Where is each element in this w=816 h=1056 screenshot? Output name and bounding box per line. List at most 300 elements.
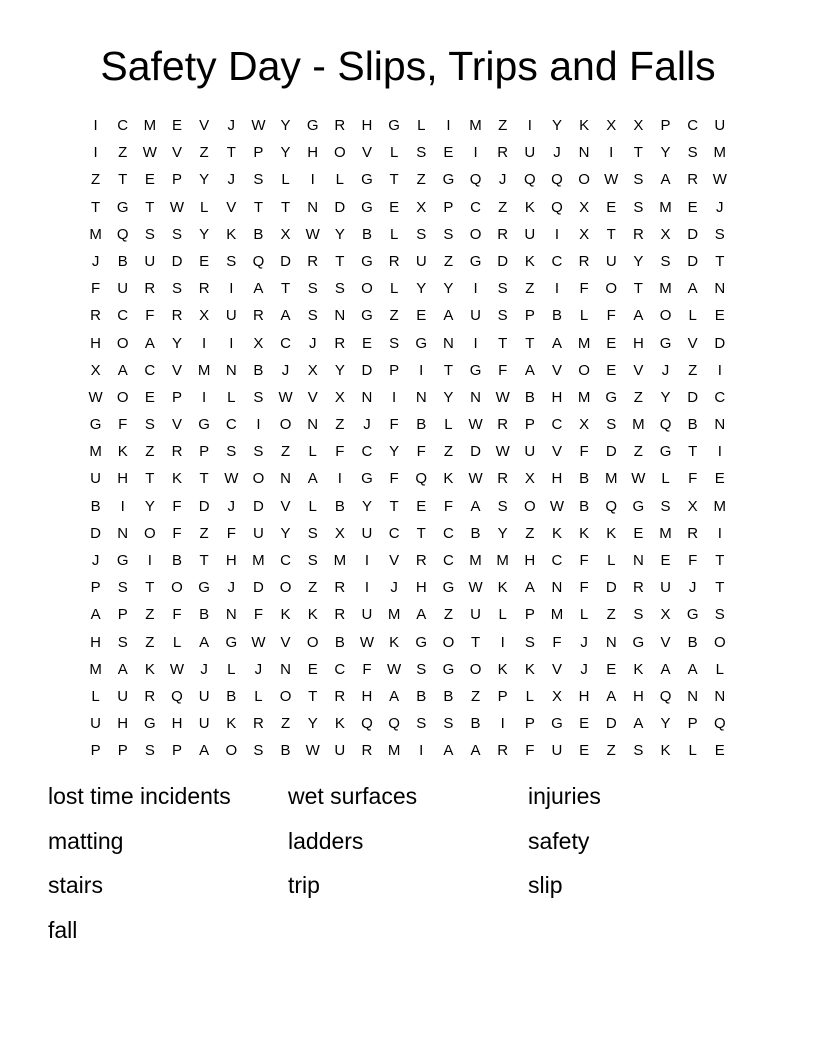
letter-cell[interactable]: N xyxy=(225,606,237,624)
letter-cell[interactable]: O xyxy=(713,633,726,651)
letter-cell[interactable]: S xyxy=(416,144,427,162)
letter-cell[interactable]: G xyxy=(361,307,373,325)
letter-cell[interactable]: E xyxy=(606,660,617,678)
letter-cell[interactable]: S xyxy=(307,307,318,325)
letter-cell[interactable]: O xyxy=(279,579,292,597)
letter-cell[interactable]: T xyxy=(606,225,616,243)
letter-cell[interactable]: B xyxy=(579,470,590,488)
letter-cell[interactable]: E xyxy=(307,660,318,678)
letter-cell[interactable]: U xyxy=(225,307,237,325)
letter-cell[interactable]: F xyxy=(579,443,589,461)
letter-cell[interactable]: Y xyxy=(144,497,155,515)
letter-cell[interactable]: K xyxy=(389,633,400,651)
letter-cell[interactable]: U xyxy=(470,606,481,624)
letter-cell[interactable]: I xyxy=(364,579,370,597)
letter-cell[interactable]: D xyxy=(280,252,291,270)
letter-cell[interactable]: C xyxy=(334,660,346,678)
letter-cell[interactable]: Q xyxy=(523,171,536,189)
letter-cell[interactable]: R xyxy=(198,280,210,298)
letter-cell[interactable]: G xyxy=(415,334,428,352)
letter-cell[interactable]: P xyxy=(443,198,454,216)
letter-cell[interactable]: N xyxy=(280,470,291,488)
letter-cell[interactable]: O xyxy=(144,524,156,542)
letter-cell[interactable]: B xyxy=(253,361,264,379)
letter-cell[interactable]: N xyxy=(334,307,346,325)
letter-cell[interactable]: A xyxy=(117,660,128,678)
letter-cell[interactable]: L xyxy=(661,470,670,488)
letter-cell[interactable]: Z xyxy=(606,742,616,760)
letter-cell[interactable]: B xyxy=(443,687,454,705)
letter-cell[interactable]: L xyxy=(417,117,426,134)
letter-cell[interactable]: A xyxy=(606,687,617,705)
letter-cell[interactable]: S xyxy=(443,715,454,733)
letter-cell[interactable]: M xyxy=(89,225,102,243)
letter-cell[interactable]: X xyxy=(280,225,291,243)
letter-cell[interactable]: S xyxy=(660,497,671,515)
letter-cell[interactable]: M xyxy=(550,606,564,624)
letter-cell[interactable]: O xyxy=(659,307,672,325)
letter-cell[interactable]: X xyxy=(524,470,535,488)
letter-cell[interactable]: V xyxy=(361,144,372,162)
letter-cell[interactable]: S xyxy=(226,443,237,461)
letter-cell[interactable]: D xyxy=(687,388,699,406)
letter-cell[interactable]: R xyxy=(497,416,509,434)
letter-cell[interactable]: T xyxy=(389,497,399,515)
letter-cell[interactable]: J xyxy=(227,497,236,515)
letter-cell[interactable]: U xyxy=(605,252,617,270)
letter-cell[interactable]: S xyxy=(307,280,318,298)
letter-cell[interactable]: V xyxy=(199,117,210,134)
letter-cell[interactable]: M xyxy=(469,117,482,134)
letter-cell[interactable]: D xyxy=(470,443,481,461)
letter-cell[interactable]: C xyxy=(714,388,726,406)
letter-cell[interactable]: I xyxy=(527,117,532,134)
letter-cell[interactable]: S xyxy=(253,171,264,189)
letter-cell[interactable]: G xyxy=(632,497,645,515)
letter-cell[interactable]: I xyxy=(419,361,424,379)
letter-cell[interactable]: N xyxy=(714,687,726,705)
letter-cell[interactable]: F xyxy=(606,307,616,325)
letter-cell[interactable]: Z xyxy=(525,280,535,298)
letter-cell[interactable]: H xyxy=(117,470,129,488)
letter-cell[interactable]: G xyxy=(361,470,373,488)
letter-cell[interactable]: I xyxy=(717,361,722,379)
letter-cell[interactable]: I xyxy=(229,334,234,352)
letter-cell[interactable]: X xyxy=(253,334,264,352)
letter-cell[interactable]: J xyxy=(553,144,561,162)
letter-cell[interactable]: G xyxy=(686,606,699,624)
letter-cell[interactable]: L xyxy=(308,497,317,515)
letter-cell[interactable]: R xyxy=(252,715,264,733)
letter-cell[interactable]: R xyxy=(361,742,373,760)
letter-cell[interactable]: X xyxy=(334,524,345,542)
letter-cell[interactable]: W xyxy=(278,388,293,406)
letter-cell[interactable]: W xyxy=(495,388,510,406)
letter-cell[interactable]: E xyxy=(714,742,725,760)
letter-cell[interactable]: A xyxy=(307,470,318,488)
letter-cell[interactable]: A xyxy=(280,307,291,325)
letter-cell[interactable]: Y xyxy=(660,715,671,733)
letter-cell[interactable]: S xyxy=(497,280,508,298)
letter-cell[interactable]: B xyxy=(361,225,372,243)
letter-cell[interactable]: V xyxy=(389,552,400,569)
letter-cell[interactable]: K xyxy=(579,117,590,134)
letter-cell[interactable]: Y xyxy=(551,117,562,134)
letter-cell[interactable]: B xyxy=(280,742,291,760)
letter-cell[interactable]: V xyxy=(687,334,698,352)
letter-cell[interactable]: L xyxy=(688,307,697,325)
letter-cell[interactable]: R xyxy=(144,280,156,298)
letter-cell[interactable]: H xyxy=(171,715,183,733)
letter-cell[interactable]: J xyxy=(254,660,263,678)
letter-cell[interactable]: L xyxy=(389,280,399,298)
letter-cell[interactable]: Z xyxy=(443,606,453,624)
letter-cell[interactable]: R xyxy=(334,579,346,597)
letter-cell[interactable]: Z xyxy=(606,606,616,624)
letter-cell[interactable]: A xyxy=(199,633,210,651)
letter-cell[interactable]: J xyxy=(91,552,100,569)
letter-cell[interactable]: F xyxy=(389,470,399,488)
letter-cell[interactable]: J xyxy=(580,660,588,678)
letter-cell[interactable]: Y xyxy=(199,171,210,189)
letter-cell[interactable]: A xyxy=(117,361,128,379)
letter-cell[interactable]: M xyxy=(659,280,672,298)
letter-cell[interactable]: T xyxy=(280,280,291,298)
letter-cell[interactable]: I xyxy=(93,117,98,134)
letter-cell[interactable]: N xyxy=(280,660,291,678)
letter-cell[interactable]: H xyxy=(632,687,644,705)
letter-cell[interactable]: E xyxy=(171,117,182,134)
letter-cell[interactable]: U xyxy=(117,280,129,298)
letter-cell[interactable]: S xyxy=(253,388,264,406)
letter-cell[interactable]: I xyxy=(500,633,505,651)
letter-cell[interactable]: K xyxy=(307,606,318,624)
letter-cell[interactable]: S xyxy=(253,443,264,461)
letter-cell[interactable]: B xyxy=(226,687,237,705)
letter-cell[interactable]: E xyxy=(144,388,155,406)
letter-cell[interactable]: J xyxy=(227,171,236,189)
letter-cell[interactable]: T xyxy=(253,198,263,216)
letter-cell[interactable]: L xyxy=(444,416,453,434)
letter-cell[interactable]: M xyxy=(496,552,509,569)
letter-cell[interactable]: I xyxy=(229,280,234,298)
letter-cell[interactable]: T xyxy=(715,579,725,597)
letter-cell[interactable]: X xyxy=(307,361,318,379)
letter-cell[interactable]: R xyxy=(632,579,644,597)
letter-cell[interactable]: G xyxy=(551,715,563,733)
letter-cell[interactable]: D xyxy=(687,225,699,243)
letter-cell[interactable]: F xyxy=(498,361,508,379)
letter-cell[interactable]: U xyxy=(90,470,101,488)
letter-cell[interactable]: S xyxy=(226,252,237,270)
letter-cell[interactable]: C xyxy=(551,252,563,270)
letter-cell[interactable]: I xyxy=(147,552,152,569)
letter-cell[interactable]: F xyxy=(145,307,155,325)
letter-cell[interactable]: A xyxy=(90,606,101,624)
letter-cell[interactable]: B xyxy=(253,225,264,243)
letter-cell[interactable]: R xyxy=(334,334,346,352)
letter-cell[interactable]: G xyxy=(442,660,455,678)
letter-cell[interactable]: F xyxy=(579,579,589,597)
letter-cell[interactable]: Z xyxy=(498,117,508,134)
letter-cell[interactable]: U xyxy=(198,715,210,733)
letter-cell[interactable]: Y xyxy=(307,715,318,733)
letter-cell[interactable]: H xyxy=(361,687,373,705)
letter-cell[interactable]: Q xyxy=(361,715,373,733)
letter-cell[interactable]: K xyxy=(497,660,508,678)
letter-cell[interactable]: G xyxy=(415,633,428,651)
letter-cell[interactable]: I xyxy=(554,280,560,298)
letter-cell[interactable]: H xyxy=(225,552,237,569)
letter-cell[interactable]: V xyxy=(551,361,562,379)
letter-cell[interactable]: L xyxy=(227,388,236,406)
letter-cell[interactable]: G xyxy=(632,633,645,651)
letter-cell[interactable]: Z xyxy=(280,715,291,733)
letter-cell[interactable]: G xyxy=(388,117,400,134)
letter-cell[interactable]: V xyxy=(171,144,182,162)
letter-cell[interactable]: S xyxy=(524,633,535,651)
letter-cell[interactable]: N xyxy=(632,552,644,569)
letter-cell[interactable]: E xyxy=(416,497,427,515)
letter-cell[interactable]: I xyxy=(717,524,722,542)
letter-cell[interactable]: E xyxy=(714,307,725,325)
letter-cell[interactable]: M xyxy=(713,144,727,162)
letter-cell[interactable]: R xyxy=(632,225,644,243)
letter-cell[interactable]: Z xyxy=(633,388,643,406)
letter-cell[interactable]: D xyxy=(90,524,101,542)
letter-cell[interactable]: T xyxy=(688,443,698,461)
letter-cell[interactable]: N xyxy=(605,633,617,651)
letter-cell[interactable]: V xyxy=(226,198,237,216)
letter-cell[interactable]: R xyxy=(90,307,101,325)
letter-cell[interactable]: O xyxy=(279,687,292,705)
letter-cell[interactable]: W xyxy=(468,579,483,597)
letter-cell[interactable]: Z xyxy=(199,524,209,542)
letter-cell[interactable]: P xyxy=(90,579,101,597)
letter-cell[interactable]: M xyxy=(197,361,211,379)
letter-cell[interactable]: O xyxy=(578,361,590,379)
letter-cell[interactable]: I xyxy=(717,443,722,461)
letter-cell[interactable]: I xyxy=(310,171,315,189)
letter-cell[interactable]: G xyxy=(659,334,672,352)
letter-cell[interactable]: F xyxy=(579,552,589,569)
letter-cell[interactable]: H xyxy=(415,579,427,597)
letter-cell[interactable]: B xyxy=(334,633,345,651)
letter-cell[interactable]: Q xyxy=(659,687,672,705)
letter-cell[interactable]: A xyxy=(633,715,644,733)
letter-cell[interactable]: Y xyxy=(280,524,291,542)
letter-cell[interactable]: S xyxy=(660,252,671,270)
letter-cell[interactable]: O xyxy=(469,660,482,678)
letter-cell[interactable]: C xyxy=(117,307,129,325)
letter-cell[interactable]: E xyxy=(199,252,210,270)
letter-cell[interactable]: R xyxy=(497,225,509,243)
letter-cell[interactable]: M xyxy=(713,497,727,515)
letter-cell[interactable]: Z xyxy=(118,144,128,162)
letter-cell[interactable]: S xyxy=(117,579,128,597)
letter-cell[interactable]: S xyxy=(171,225,182,243)
letter-cell[interactable]: H xyxy=(551,470,563,488)
letter-cell[interactable]: Z xyxy=(199,144,209,162)
letter-cell[interactable]: D xyxy=(334,198,346,216)
letter-cell[interactable]: B xyxy=(687,416,698,434)
letter-cell[interactable]: Y xyxy=(443,280,454,298)
letter-cell[interactable]: C xyxy=(442,524,454,542)
letter-cell[interactable]: A xyxy=(443,742,454,760)
letter-cell[interactable]: E xyxy=(579,715,590,733)
letter-cell[interactable]: W xyxy=(712,171,727,189)
letter-cell[interactable]: J xyxy=(281,361,290,379)
letter-cell[interactable]: S xyxy=(334,280,345,298)
letter-cell[interactable]: G xyxy=(605,388,618,406)
letter-cell[interactable]: B xyxy=(416,416,427,434)
letter-cell[interactable]: C xyxy=(687,117,699,134)
letter-cell[interactable]: S xyxy=(714,225,725,243)
letter-cell[interactable]: Z xyxy=(470,687,481,705)
letter-cell[interactable]: U xyxy=(524,443,536,461)
letter-cell[interactable]: F xyxy=(118,416,128,434)
letter-cell[interactable]: J xyxy=(227,579,236,597)
letter-cell[interactable]: Q xyxy=(116,225,129,243)
letter-cell[interactable]: T xyxy=(633,280,643,298)
letter-cell[interactable]: E xyxy=(443,144,454,162)
letter-cell[interactable]: R xyxy=(334,117,346,134)
letter-cell[interactable]: X xyxy=(660,225,671,243)
letter-cell[interactable]: R xyxy=(307,252,319,270)
letter-cell[interactable]: V xyxy=(280,497,291,515)
letter-cell[interactable]: L xyxy=(579,307,589,325)
letter-cell[interactable]: O xyxy=(469,225,482,243)
letter-cell[interactable]: S xyxy=(416,660,427,678)
letter-cell[interactable]: G xyxy=(442,579,455,597)
letter-cell[interactable]: E xyxy=(416,307,427,325)
letter-cell[interactable]: N xyxy=(551,579,563,597)
letter-cell[interactable]: K xyxy=(280,606,291,624)
letter-cell[interactable]: B xyxy=(579,497,590,515)
letter-cell[interactable]: M xyxy=(252,552,265,569)
letter-cell[interactable]: C xyxy=(225,416,237,434)
letter-cell[interactable]: T xyxy=(470,633,481,651)
letter-cell[interactable]: V xyxy=(551,660,562,678)
letter-cell[interactable]: P xyxy=(117,606,128,624)
letter-cell[interactable]: F xyxy=(226,524,236,542)
letter-cell[interactable]: Z xyxy=(443,443,453,461)
letter-cell[interactable]: I xyxy=(256,416,261,434)
letter-cell[interactable]: W xyxy=(468,470,483,488)
letter-cell[interactable]: A xyxy=(144,334,155,352)
letter-cell[interactable]: K xyxy=(633,660,644,678)
letter-cell[interactable]: T xyxy=(118,171,128,189)
letter-cell[interactable]: H xyxy=(524,552,536,569)
letter-cell[interactable]: Z xyxy=(525,524,535,542)
letter-cell[interactable]: F xyxy=(172,497,182,515)
letter-cell[interactable]: A xyxy=(524,579,535,597)
letter-cell[interactable]: X xyxy=(579,416,590,434)
letter-cell[interactable]: N xyxy=(714,280,726,298)
letter-cell[interactable]: S xyxy=(416,715,427,733)
letter-cell[interactable]: L xyxy=(579,606,589,624)
letter-cell[interactable]: E xyxy=(660,552,671,569)
letter-cell[interactable]: I xyxy=(500,715,505,733)
letter-cell[interactable]: W xyxy=(88,388,103,406)
letter-cell[interactable]: F xyxy=(579,280,589,298)
letter-cell[interactable]: V xyxy=(307,388,318,406)
letter-cell[interactable]: F xyxy=(90,280,101,298)
letter-cell[interactable]: Y xyxy=(660,388,671,406)
letter-cell[interactable]: D xyxy=(361,361,373,379)
letter-cell[interactable]: K xyxy=(226,225,237,243)
letter-cell[interactable]: W xyxy=(169,660,185,678)
letter-cell[interactable]: U xyxy=(361,524,373,542)
letter-cell[interactable]: S xyxy=(144,225,155,243)
letter-cell[interactable]: D xyxy=(252,497,264,515)
letter-cell[interactable]: C xyxy=(117,117,129,134)
letter-cell[interactable]: C xyxy=(551,552,563,569)
letter-cell[interactable]: Z xyxy=(443,252,453,270)
letter-cell[interactable]: A xyxy=(660,660,671,678)
letter-cell[interactable]: T xyxy=(145,579,155,597)
letter-cell[interactable]: Z xyxy=(688,361,698,379)
letter-cell[interactable]: I xyxy=(554,225,560,243)
letter-cell[interactable]: O xyxy=(361,280,373,298)
letter-cell[interactable]: X xyxy=(660,606,671,624)
letter-cell[interactable]: S xyxy=(497,497,508,515)
letter-cell[interactable]: Q xyxy=(659,416,672,434)
letter-cell[interactable]: G xyxy=(225,633,238,651)
letter-cell[interactable]: L xyxy=(308,443,317,461)
letter-cell[interactable]: Q xyxy=(469,171,482,189)
letter-cell[interactable]: V xyxy=(280,633,291,651)
letter-cell[interactable]: O xyxy=(578,171,590,189)
letter-cell[interactable]: W xyxy=(224,470,239,488)
letter-cell[interactable]: K xyxy=(606,524,617,542)
letter-cell[interactable]: O xyxy=(279,416,292,434)
letter-cell[interactable]: Y xyxy=(199,225,210,243)
letter-cell[interactable]: V xyxy=(660,633,671,651)
letter-cell[interactable]: L xyxy=(281,171,290,189)
letter-cell[interactable]: W xyxy=(359,633,375,651)
letter-cell[interactable]: F xyxy=(552,633,562,651)
letter-cell[interactable]: R xyxy=(497,144,509,162)
letter-cell[interactable]: I xyxy=(364,552,370,569)
letter-cell[interactable]: J xyxy=(91,252,100,270)
letter-cell[interactable]: T xyxy=(335,252,345,270)
letter-cell[interactable]: A xyxy=(470,742,481,760)
letter-cell[interactable]: S xyxy=(633,742,644,760)
letter-cell[interactable]: Z xyxy=(145,443,155,461)
letter-cell[interactable]: W xyxy=(251,117,266,134)
letter-cell[interactable]: N xyxy=(361,388,373,406)
letter-cell[interactable]: W xyxy=(305,225,320,243)
letter-cell[interactable]: R xyxy=(687,524,699,542)
letter-cell[interactable]: G xyxy=(442,171,455,189)
letter-cell[interactable]: Y xyxy=(660,144,671,162)
letter-cell[interactable]: Y xyxy=(280,117,291,134)
letter-cell[interactable]: F xyxy=(172,524,182,542)
letter-cell[interactable]: E xyxy=(687,198,698,216)
letter-cell[interactable]: A xyxy=(416,606,427,624)
letter-cell[interactable]: W xyxy=(549,497,565,515)
letter-cell[interactable]: S xyxy=(144,742,155,760)
letter-cell[interactable]: T xyxy=(145,470,155,488)
letter-cell[interactable]: J xyxy=(390,579,398,597)
letter-cell[interactable]: Q xyxy=(713,715,726,733)
letter-cell[interactable]: M xyxy=(659,198,672,216)
letter-cell[interactable]: F xyxy=(525,742,535,760)
letter-cell[interactable]: K xyxy=(171,470,182,488)
letter-cell[interactable]: G xyxy=(198,416,210,434)
letter-cell[interactable]: T xyxy=(280,198,291,216)
